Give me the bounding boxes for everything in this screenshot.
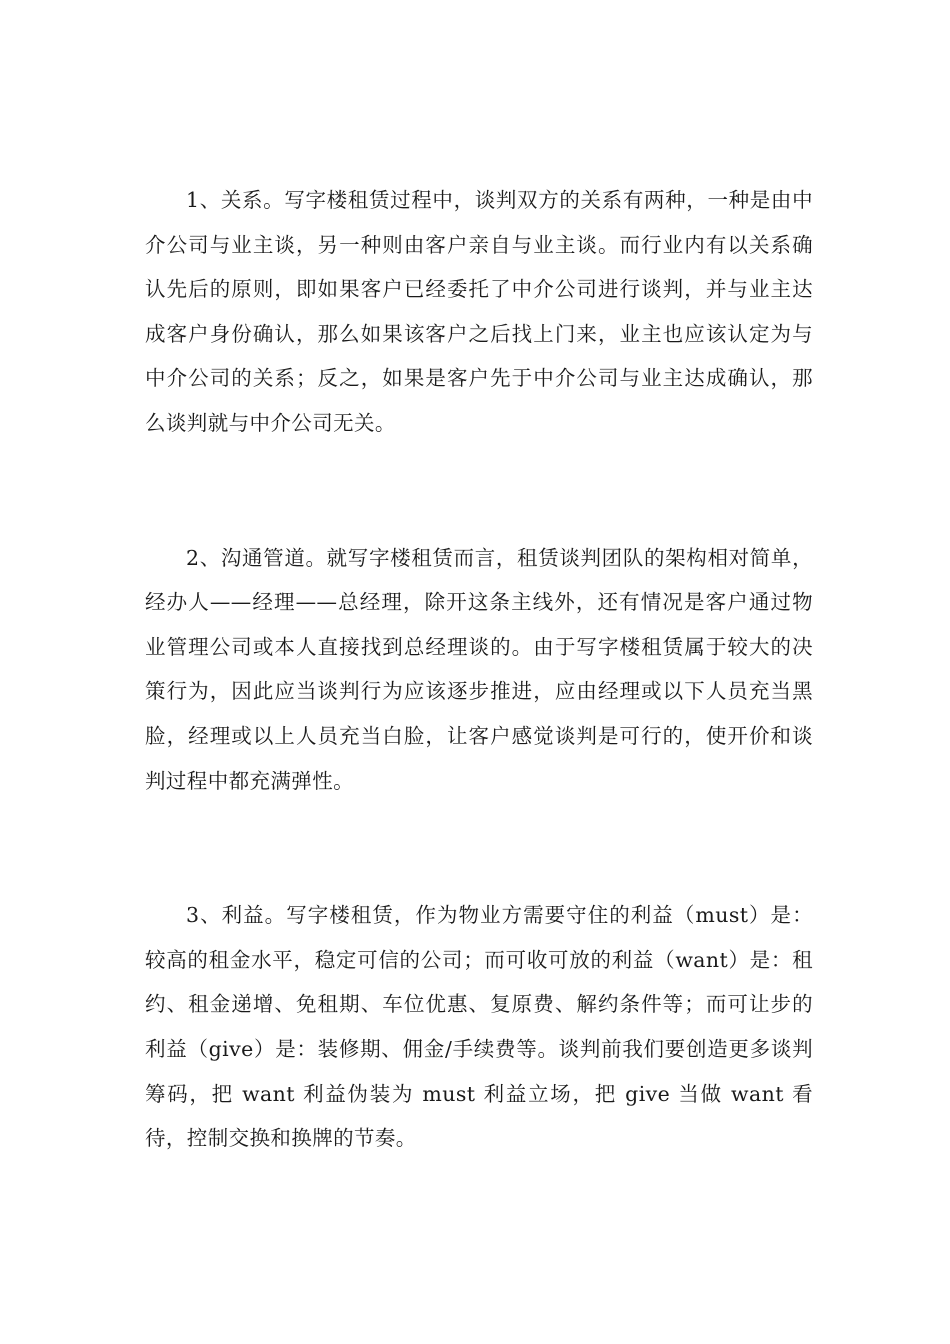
paragraph-relationship: 1、关系。写字楼租赁过程中，谈判双方的关系有两种，一种是由中介公司与业主谈，另一种则由客户亲自与业主谈。而行业内有以关系确认先后的原则，即如果客户已经委托了中介公司进行谈判，并与业主达成客户身份确认，那么如果该客户之后找上门来，业主也应该认定为与中介公司的关系；反之，如果是客户先于中介公司与业主达成确认，那么谈判就与中介公司无关。 xyxy=(145,188,813,435)
document-body xyxy=(145,178,813,1161)
paragraph-communication-channel: 2、沟通管道。就写字楼租赁而言，租赁谈判团队的架构相对简单，经办人——经理——总经理，除开这条主线外，还有情况是客户通过物业管理公司或本人直接找到总经理谈的。由于写字楼租赁属于较大的决策行为，因此应当谈判行为应该逐步推进，应由经理或以下人员充当黑脸，经理或以上人员充当白脸，让客户感觉谈判是可行的，使开价和谈判过程中都充满弹性。 xyxy=(145,545,813,793)
paragraph-interests: 3、利益。写字楼租赁，作为物业方需要守住的利益（must）是：较高的租金水平，稳定可信的公司；而可收可放的利益（want）是：租约、租金递增、免租期、车位优惠、复原费、解约条件等；而可让步的利益（give）是：装修期、佣金/手续费等。谈判前我们要创造更多谈判筹码，把 want 利益伪装为 must 利益立场，把 give 当做 want 看待，控制交换和换牌的节奏。 xyxy=(145,903,813,1151)
